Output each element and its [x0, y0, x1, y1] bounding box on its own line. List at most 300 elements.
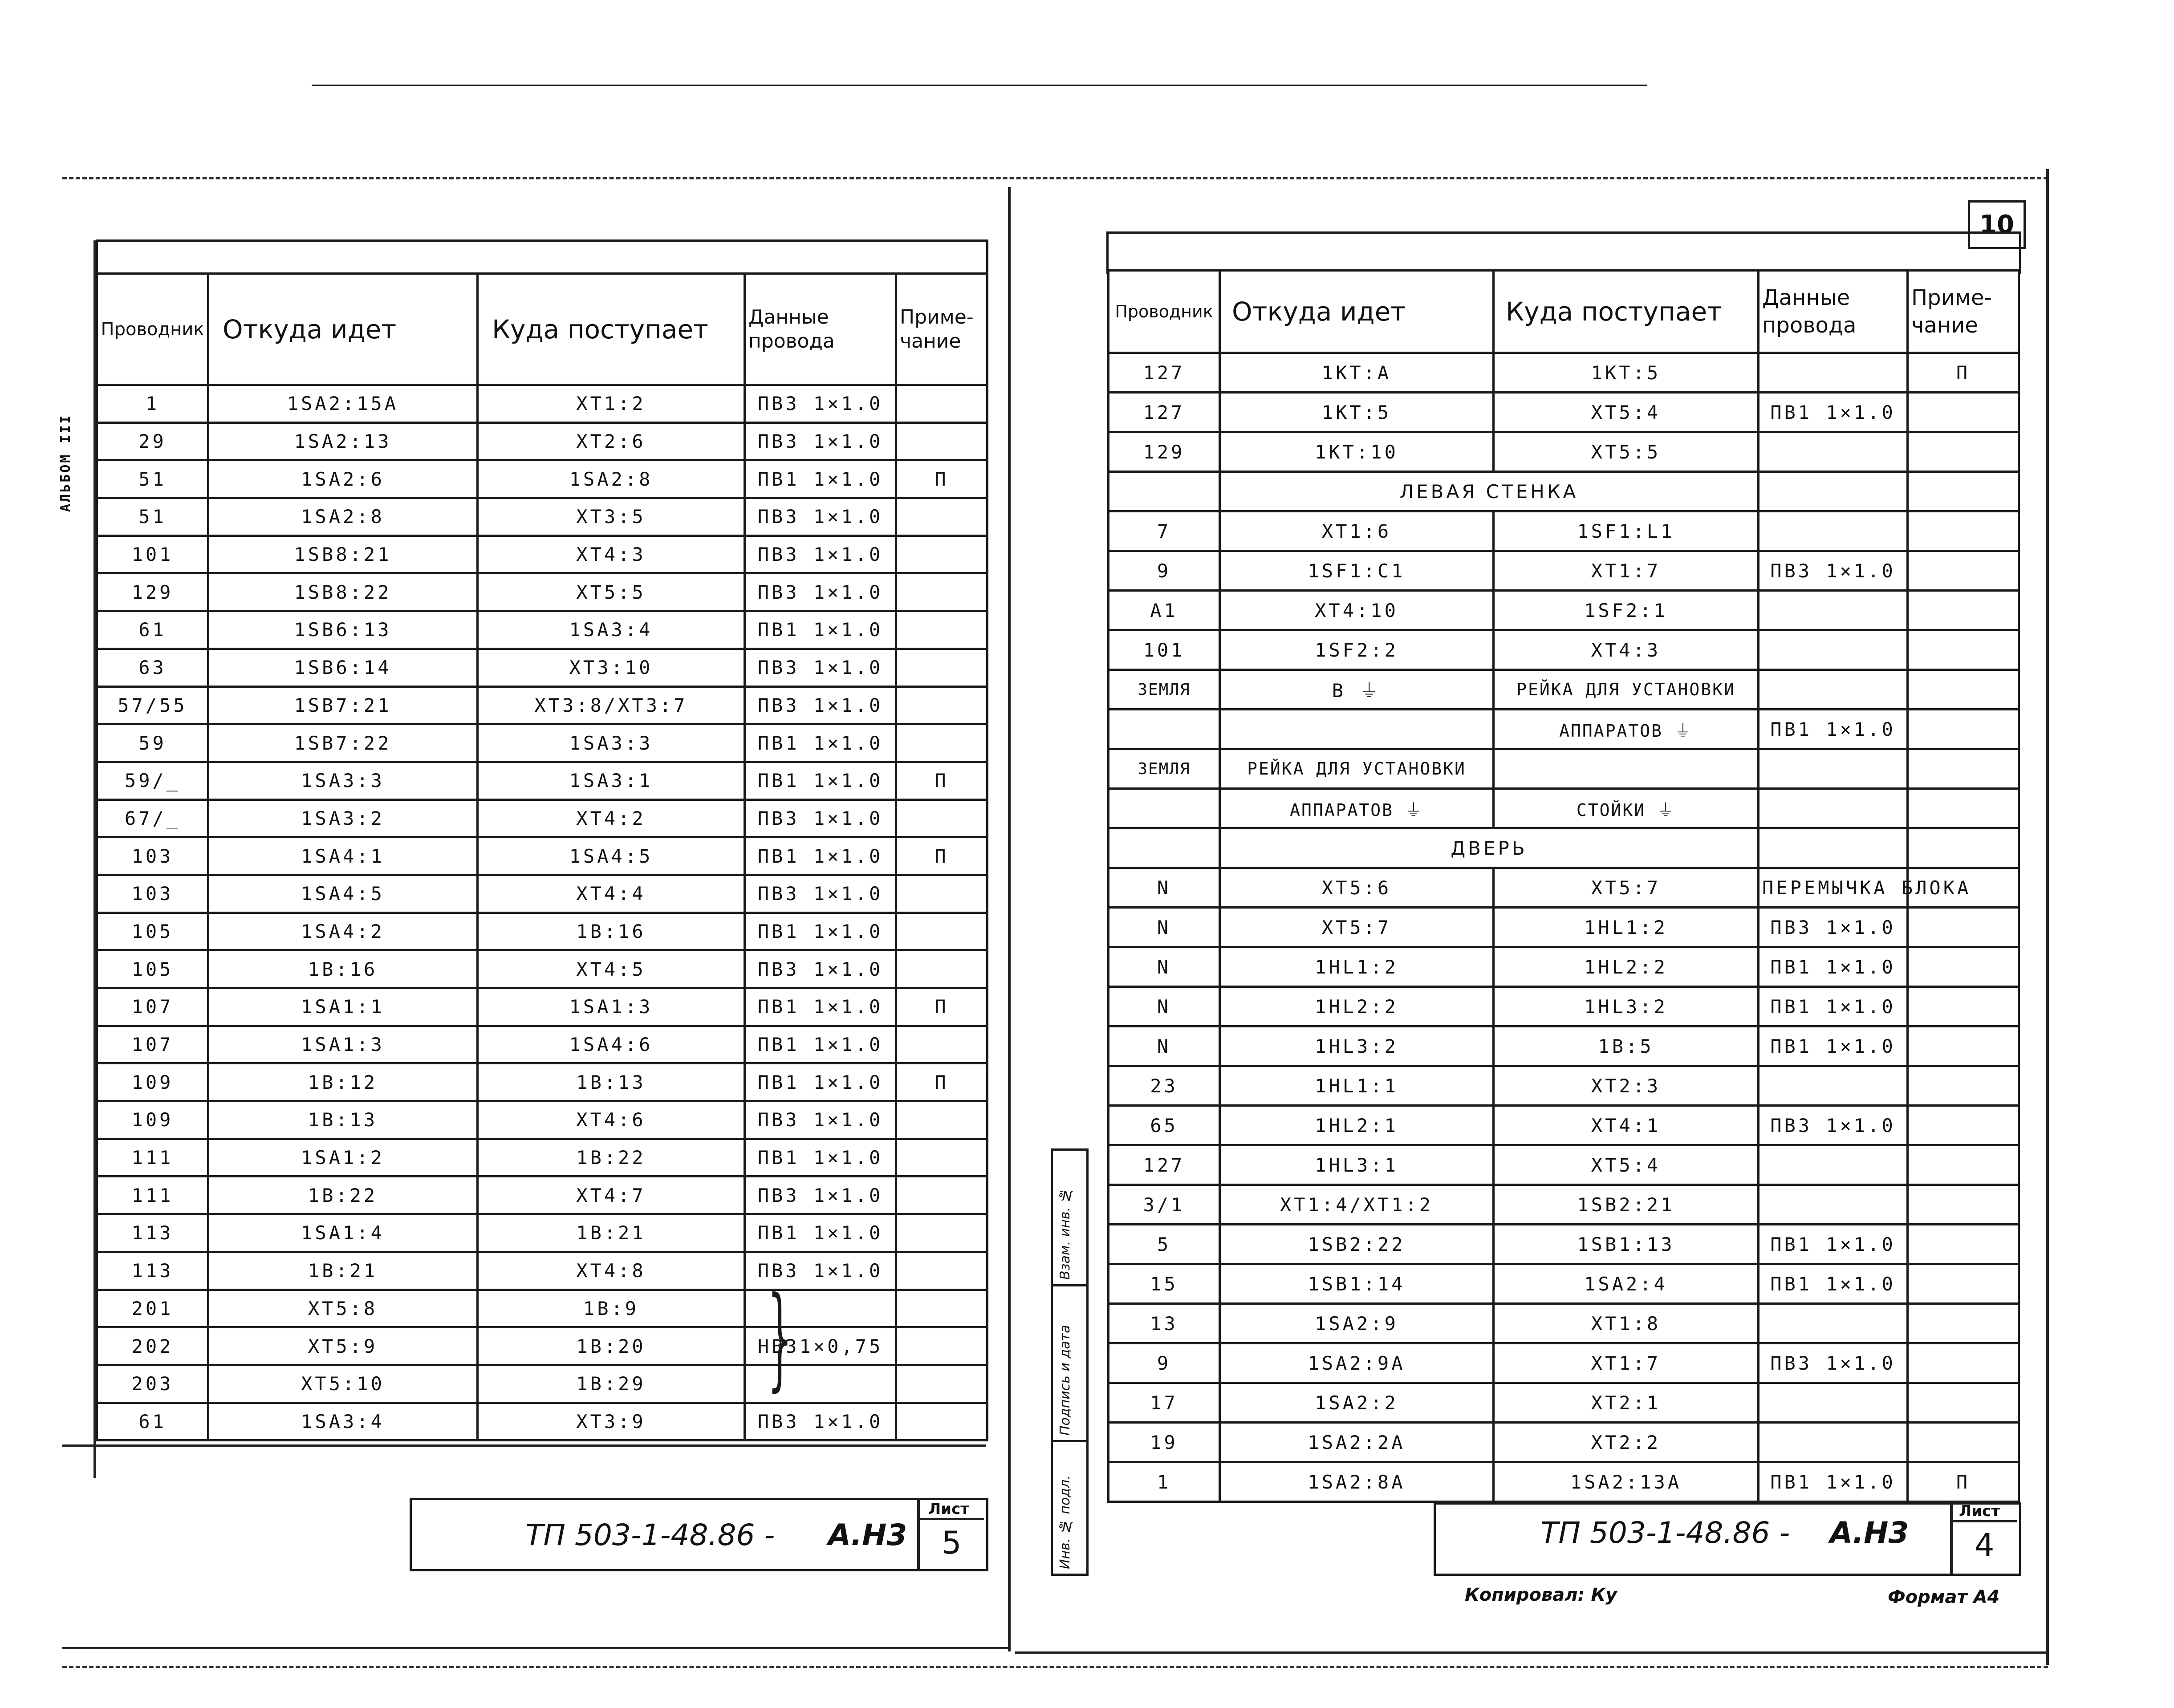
table-row [1109, 908, 2019, 947]
cell-wire-data [1759, 670, 1908, 710]
cell-note [1908, 670, 2019, 710]
cell-to: 1SB2:21 [1494, 1185, 1759, 1225]
cell-conductor: 59 [97, 724, 208, 762]
cell-note [1908, 1225, 2019, 1264]
cell-conductor: 111 [97, 1177, 208, 1214]
cell-wire-data [1759, 789, 1908, 828]
left-stamp-suffix: А.Н3 [828, 1518, 907, 1552]
table-row [97, 1252, 987, 1290]
cell-note [896, 1026, 987, 1063]
table-row [1109, 393, 2019, 432]
cell-conductor: ЗЕМЛЯ [1109, 670, 1220, 710]
cell-wire-data: ПВ1 1×1.0 [1759, 1462, 1908, 1502]
cell-note: П [896, 460, 987, 498]
cell-note [896, 536, 987, 573]
cell-wire-data: ПВ3 1×1.0 [745, 686, 896, 724]
cell-from: 1SA2:8 [208, 498, 478, 536]
cell-to: 1B:29 [478, 1365, 745, 1403]
cell-note [896, 611, 987, 649]
cell-from: 1SB8:22 [208, 573, 478, 611]
right-header-strip [1106, 231, 2021, 274]
cell-from: 1HL1:1 [1220, 1066, 1494, 1106]
table-row [1109, 511, 2019, 551]
table-row [1109, 710, 2019, 749]
cell-wire-data [1759, 1383, 1908, 1423]
cell-note [1908, 789, 2019, 828]
cell-from: 1SA4:1 [208, 837, 478, 875]
cell-wire-data: ПВ3 1×1.0 [745, 573, 896, 611]
cell-from: 1SA2:6 [208, 460, 478, 498]
cell-note [896, 1327, 987, 1365]
section-spacer [1759, 472, 1908, 511]
table-row [1109, 1264, 2019, 1304]
cell-conductor: 111 [97, 1139, 208, 1177]
table-row [97, 837, 987, 875]
cell-from: 1SF2:2 [1220, 630, 1494, 670]
cell-from: B ⏚ [1220, 670, 1494, 710]
cell-wire-data: ПВ1 1×1.0 [745, 988, 896, 1026]
cell-conductor: 127 [1109, 393, 1220, 432]
cell-note [1908, 710, 2019, 749]
table-row [97, 1139, 987, 1177]
cell-from: 1KT:10 [1220, 432, 1494, 472]
cell-conductor: 109 [97, 1101, 208, 1139]
cell-wire-data [1759, 591, 1908, 630]
cell-conductor: 59/_ [97, 762, 208, 799]
cell-note [896, 799, 987, 837]
cell-from: 1SA2:9A [1220, 1343, 1494, 1383]
cell-conductor: 7 [1109, 511, 1220, 551]
table-row [1109, 432, 2019, 472]
cell-conductor: 201 [97, 1290, 208, 1327]
cell-note [896, 385, 987, 423]
cell-to: 1SF1:L1 [1494, 511, 1759, 551]
cell-wire-data: ПВ1 1×1.0 [745, 913, 896, 950]
right-sheet-label: Лист [1959, 1502, 2000, 1520]
page-divider [1008, 187, 1011, 1651]
table-row [1109, 1225, 2019, 1264]
section-title: ЛЕВАЯ СТЕНКА [1220, 472, 1759, 511]
cell-conductor: 17 [1109, 1383, 1220, 1423]
cell-from: 1SB1:14 [1220, 1264, 1494, 1304]
section-spacer [1109, 472, 1220, 511]
cell-conductor: 15 [1109, 1264, 1220, 1304]
cell-wire-data: ПВ3 1×1.0 [1759, 1106, 1908, 1145]
cell-wire-data: ПВ3 1×1.0 [745, 799, 896, 837]
cell-to: 1SA2:4 [1494, 1264, 1759, 1304]
cell-note [1908, 1106, 2019, 1145]
cell-wire-data: ПВ3 1×1.0 [745, 1177, 896, 1214]
cell-wire-data [1759, 1066, 1908, 1106]
section-row [1109, 472, 2019, 511]
cell-wire-data [1759, 1185, 1908, 1225]
left-stamp-code: ТП 503-1-48.86 - [525, 1518, 775, 1552]
cell-from: 1SA4:2 [208, 913, 478, 950]
cell-from [1220, 710, 1494, 749]
cell-to: АППАРАТОВ ⏚ [1494, 710, 1759, 749]
cell-wire-data [1759, 749, 1908, 789]
cell-note: П [1908, 353, 2019, 393]
cell-conductor: 103 [97, 875, 208, 913]
cell-conductor: N [1109, 1026, 1220, 1066]
section-row [1109, 828, 2019, 868]
cell-conductor: 61 [97, 611, 208, 649]
left-stamp-sheet-line [917, 1518, 984, 1520]
left-brace: } [767, 1273, 792, 1402]
cell-conductor: 5 [1109, 1225, 1220, 1264]
cell-from: РЕЙКА ДЛЯ УСТАНОВКИ [1220, 749, 1494, 789]
copied-by: Копировал: Ку [1465, 1585, 1617, 1605]
table-row [97, 649, 987, 686]
cell-to: XT4:7 [478, 1177, 745, 1214]
cell-wire-data: ПВ1 1×1.0 [745, 762, 896, 799]
cell-note [896, 686, 987, 724]
table-row [97, 1101, 987, 1139]
cell-note [1908, 1423, 2019, 1462]
table-row [1109, 1145, 2019, 1185]
table-row [97, 498, 987, 536]
cell-from: 1SA3:4 [208, 1403, 478, 1440]
cell-to: XT4:4 [478, 875, 745, 913]
section-spacer [1109, 828, 1220, 868]
cell-to: 1SA4:6 [478, 1026, 745, 1063]
table-row [97, 762, 987, 799]
table-row [97, 385, 987, 423]
left-bottom-line [62, 1647, 1011, 1649]
table-row [1109, 789, 2019, 828]
cell-note [1908, 987, 2019, 1026]
side-stamp-inv: Инв. № подл. [1057, 1475, 1073, 1569]
cell-note [1908, 1264, 2019, 1304]
cell-conductor: 129 [1109, 432, 1220, 472]
cell-note [896, 573, 987, 611]
cell-note [896, 1214, 987, 1252]
cell-wire-data: ПВ3 1×1.0 [1759, 1343, 1908, 1383]
cell-from: XT1:4/XT1:2 [1220, 1185, 1494, 1225]
cell-conductor: 1 [1109, 1462, 1220, 1502]
left-sheet-label: Лист [928, 1500, 969, 1518]
table-row [1109, 1462, 2019, 1502]
cell-wire-data: ПВ3 1×1.0 [745, 875, 896, 913]
table-row [97, 875, 987, 913]
table-row [97, 1063, 987, 1101]
cell-to: XT1:8 [1494, 1304, 1759, 1343]
table-row [1109, 353, 2019, 393]
cell-conductor: 109 [97, 1063, 208, 1101]
table-row [97, 1026, 987, 1063]
right-stamp-code: ТП 503-1-48.86 - [1540, 1516, 1790, 1550]
cell-to: СТОЙКИ ⏚ [1494, 789, 1759, 828]
cell-to: XT4:3 [478, 536, 745, 573]
cell-note [1908, 551, 2019, 591]
right-header-row [1109, 271, 2019, 353]
cell-to: XT1:7 [1494, 551, 1759, 591]
top-scan-line [312, 85, 1647, 86]
cell-conductor: 129 [97, 573, 208, 611]
cell-conductor: 61 [97, 1403, 208, 1440]
cell-conductor: 127 [1109, 1145, 1220, 1185]
cell-note [1908, 432, 2019, 472]
cell-from: 1SB2:22 [1220, 1225, 1494, 1264]
cell-wire-data: ПВ3 1×1.0 [745, 385, 896, 423]
table-row [1109, 1383, 2019, 1423]
cell-to: 1SA4:5 [478, 837, 745, 875]
top-dashed-border [62, 177, 2048, 179]
cell-note: П [896, 837, 987, 875]
header-wire-data: Данные провода [745, 274, 896, 385]
cell-wire-data: ПВ3 1×1.0 [745, 536, 896, 573]
cell-wire-data [1759, 630, 1908, 670]
cell-note [896, 913, 987, 950]
cell-conductor: 9 [1109, 551, 1220, 591]
cell-wire-data: ПВ1 1×1.0 [745, 724, 896, 762]
cell-conductor: 65 [1109, 1106, 1220, 1145]
cell-wire-data [1759, 353, 1908, 393]
cell-wire-data: ПВ1 1×1.0 [745, 611, 896, 649]
cell-conductor: 202 [97, 1327, 208, 1365]
cell-to: 1B:20 [478, 1327, 745, 1365]
left-header-strip [96, 239, 988, 277]
cell-conductor: 105 [97, 913, 208, 950]
cell-from: 1HL3:2 [1220, 1026, 1494, 1066]
table-row [97, 686, 987, 724]
cell-note [896, 1403, 987, 1440]
cell-from: 1SB8:21 [208, 536, 478, 573]
cell-from: 1B:22 [208, 1177, 478, 1214]
cell-wire-data: ПВ1 1×1.0 [745, 1026, 896, 1063]
cell-from: 1SA3:3 [208, 762, 478, 799]
cell-from: 1HL2:2 [1220, 987, 1494, 1026]
cell-from: 1SB7:22 [208, 724, 478, 762]
cell-to: 1SA3:4 [478, 611, 745, 649]
cell-from: 1HL2:1 [1220, 1106, 1494, 1145]
cell-to: 1B:13 [478, 1063, 745, 1101]
page-number-box: 10 [1968, 200, 2026, 249]
cell-from: 1SF1:C1 [1220, 551, 1494, 591]
right-border [2046, 169, 2049, 1665]
cell-note [1908, 1145, 2019, 1185]
section-spacer [1908, 828, 2019, 868]
cell-wire-data: ПВ1 1×1.0 [1759, 1026, 1908, 1066]
header-note: Приме-чание [896, 274, 987, 385]
cell-wire-data: ПВ1 1×1.0 [745, 460, 896, 498]
cell-wire-data [1759, 1304, 1908, 1343]
header-to: Куда поступает [1494, 271, 1759, 353]
right-bottom-line [1015, 1651, 2048, 1654]
table-row [97, 611, 987, 649]
cell-note [896, 724, 987, 762]
cell-conductor: 101 [1109, 630, 1220, 670]
table-row [97, 536, 987, 573]
cell-conductor: 67/_ [97, 799, 208, 837]
cell-from: 1SA1:2 [208, 1139, 478, 1177]
cell-wire-data: ПВ1 1×1.0 [1759, 710, 1908, 749]
cell-conductor: 113 [97, 1252, 208, 1290]
cell-from: XT4:10 [1220, 591, 1494, 630]
cell-note [1908, 947, 2019, 987]
cell-conductor: N [1109, 908, 1220, 947]
cell-wire-data: ПВ3 1×1.0 [745, 1101, 896, 1139]
cell-to: XT5:4 [1494, 1145, 1759, 1185]
cell-from: 1KT:5 [1220, 393, 1494, 432]
cell-note [896, 498, 987, 536]
left-footer-line [62, 1444, 986, 1447]
cell-wire-data: ПВ1 1×1.0 [1759, 947, 1908, 987]
cell-conductor: ЗЕМЛЯ [1109, 749, 1220, 789]
cell-wire-data: ПВ3 1×1.0 [745, 950, 896, 988]
side-stamp [1051, 1148, 1089, 1576]
cell-from: 1SA1:3 [208, 1026, 478, 1063]
table-row [97, 422, 987, 460]
cell-conductor [1109, 789, 1220, 828]
cell-conductor: 63 [97, 649, 208, 686]
table-row [1109, 591, 2019, 630]
cell-wire-data: ПВ3 1×1.0 [745, 1403, 896, 1440]
cell-from: XT1:6 [1220, 511, 1494, 551]
cell-to: XT4:6 [478, 1101, 745, 1139]
section-spacer [1908, 472, 2019, 511]
cell-conductor: N [1109, 947, 1220, 987]
table-row [97, 724, 987, 762]
cell-note: П [896, 1063, 987, 1101]
format-label: Формат А4 [1888, 1587, 2000, 1607]
cell-to: 1HL2:2 [1494, 947, 1759, 987]
cell-to: XT3:9 [478, 1403, 745, 1440]
cell-from: XT5:9 [208, 1327, 478, 1365]
cell-to: 1SA2:13A [1494, 1462, 1759, 1502]
cell-wire-data: ПВ1 1×1.0 [745, 1063, 896, 1101]
cell-to: XT4:5 [478, 950, 745, 988]
right-wiring-table [1107, 269, 2020, 1503]
header-note: Приме-чание [1908, 271, 2019, 353]
cell-note [896, 950, 987, 988]
cell-wire-data: НВ31×0,75 [745, 1327, 896, 1365]
cell-conductor: 107 [97, 988, 208, 1026]
header-conductor: Проводник [97, 274, 208, 385]
cell-note [896, 1365, 987, 1403]
cell-wire-data: ПВ3 1×1.0 [1759, 908, 1908, 947]
cell-note [1908, 630, 2019, 670]
table-row [1109, 1343, 2019, 1383]
cell-conductor: 19 [1109, 1423, 1220, 1462]
cell-wire-data: ПЕРЕМЫЧКА БЛОКА [1759, 868, 1908, 908]
cell-wire-data: ПВ1 1×1.0 [1759, 987, 1908, 1026]
cell-conductor: 101 [97, 536, 208, 573]
cell-conductor: 29 [97, 422, 208, 460]
cell-note [1908, 1026, 2019, 1066]
cell-conductor [1109, 710, 1220, 749]
header-to: Куда поступает [478, 274, 745, 385]
cell-from: XT5:10 [208, 1365, 478, 1403]
cell-note [896, 1252, 987, 1290]
cell-note: П [896, 988, 987, 1026]
table-row [97, 1177, 987, 1214]
cell-to: XT3:5 [478, 498, 745, 536]
cell-note [896, 875, 987, 913]
cell-to: XT4:2 [478, 799, 745, 837]
header-from: Откуда идет [1220, 271, 1494, 353]
bottom-dashed-border [62, 1666, 2048, 1668]
cell-note [896, 649, 987, 686]
table-row [97, 1290, 987, 1327]
side-stamp-replace: Взам. инв. № [1057, 1187, 1073, 1280]
cell-wire-data: ПВ3 1×1.0 [745, 649, 896, 686]
table-row [1109, 987, 2019, 1026]
left-sheet-number: 5 [942, 1525, 962, 1561]
cell-conductor: 103 [97, 837, 208, 875]
cell-to: XT1:2 [478, 385, 745, 423]
table-row [1109, 947, 2019, 987]
cell-from: 1SA2:9 [1220, 1304, 1494, 1343]
cell-note [896, 1290, 987, 1327]
table-row [1109, 1304, 2019, 1343]
cell-to: 1B:5 [1494, 1026, 1759, 1066]
right-stamp-suffix: А.Н3 [1830, 1516, 1909, 1550]
table-row [97, 950, 987, 988]
cell-to [1494, 749, 1759, 789]
table-row [97, 460, 987, 498]
cell-from: XT5:7 [1220, 908, 1494, 947]
cell-to: XT5:4 [1494, 393, 1759, 432]
cell-note [1908, 1066, 2019, 1106]
cell-note [896, 422, 987, 460]
cell-wire-data: ПВ3 1×1.0 [745, 422, 896, 460]
cell-wire-data: ПВ1 1×1.0 [745, 837, 896, 875]
cell-to: XT4:8 [478, 1252, 745, 1290]
cell-from: АППАРАТОВ ⏚ [1220, 789, 1494, 828]
left-wiring-table [96, 272, 988, 1441]
cell-to: 1SA3:3 [478, 724, 745, 762]
cell-conductor: 9 [1109, 1343, 1220, 1383]
cell-to: 1B:16 [478, 913, 745, 950]
side-stamp-signature: Подпись и дата [1057, 1325, 1073, 1436]
table-row [1109, 670, 2019, 710]
cell-wire-data [1759, 1145, 1908, 1185]
cell-to: XT5:5 [478, 573, 745, 611]
cell-to: XT5:7 [1494, 868, 1759, 908]
cell-note [896, 1139, 987, 1177]
cell-from: 1SA2:2 [1220, 1383, 1494, 1423]
section-title: ДВЕРЬ [1220, 828, 1759, 868]
cell-to: 1B:9 [478, 1290, 745, 1327]
table-row [97, 573, 987, 611]
cell-conductor: 105 [97, 950, 208, 988]
side-stamp-divider [1053, 1440, 1086, 1442]
cell-conductor: 57/55 [97, 686, 208, 724]
cell-wire-data: ПВ1 1×1.0 [1759, 1225, 1908, 1264]
side-stamp-divider [1053, 1284, 1086, 1286]
cell-note [1908, 393, 2019, 432]
header-conductor: Проводник [1109, 271, 1220, 353]
cell-conductor: 107 [97, 1026, 208, 1063]
cell-wire-data [1759, 432, 1908, 472]
cell-note [1908, 1343, 2019, 1383]
table-row [1109, 1066, 2019, 1106]
cell-to: 1SB1:13 [1494, 1225, 1759, 1264]
cell-from: 1SA2:13 [208, 422, 478, 460]
cell-wire-data: ПВ1 1×1.0 [1759, 1264, 1908, 1304]
cell-conductor: 23 [1109, 1066, 1220, 1106]
right-stamp-sheet-line [1950, 1520, 2017, 1522]
cell-from: 1SB6:14 [208, 649, 478, 686]
cell-to: XT2:2 [1494, 1423, 1759, 1462]
cell-note [1908, 908, 2019, 947]
cell-from: 1SA1:4 [208, 1214, 478, 1252]
cell-to: РЕЙКА ДЛЯ УСТАНОВКИ [1494, 670, 1759, 710]
cell-wire-data: ПВ3 1×1.0 [745, 498, 896, 536]
table-row [1109, 1106, 2019, 1145]
cell-to: 1SA2:8 [478, 460, 745, 498]
